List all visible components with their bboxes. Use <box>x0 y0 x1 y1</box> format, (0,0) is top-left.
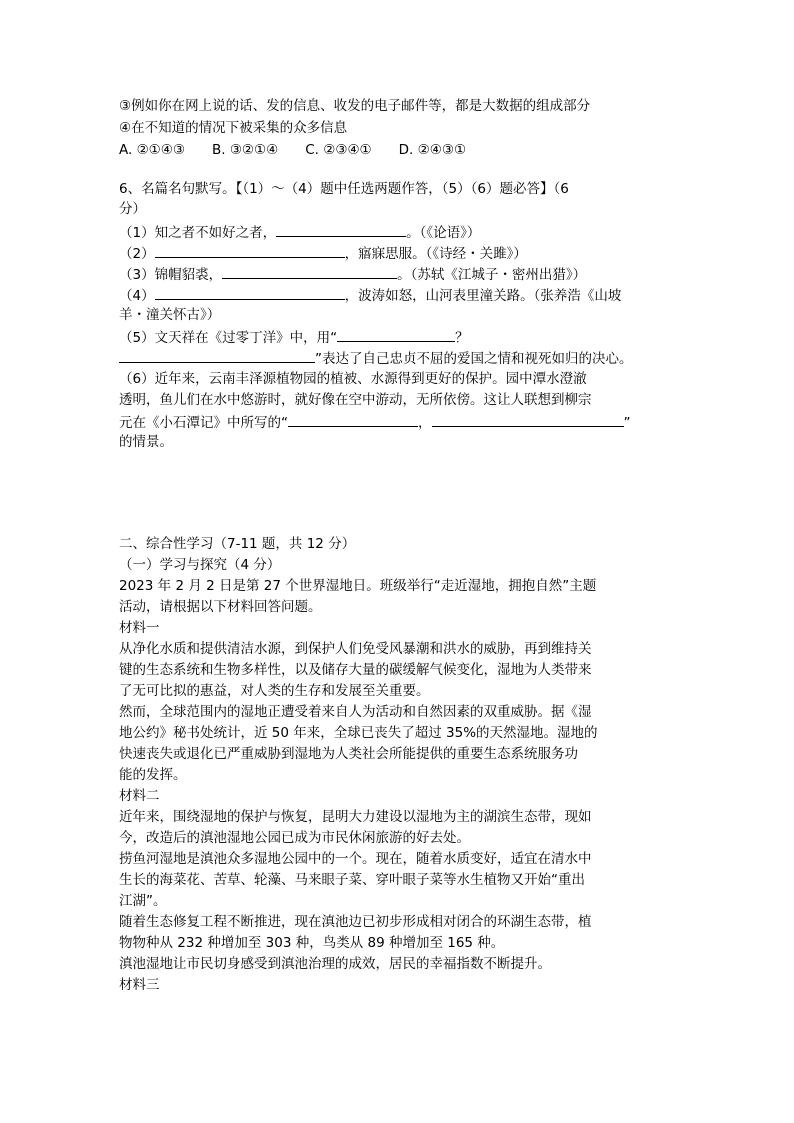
intro-line-1: 2023 年 2 月 2 日是第 27 个世界湿地日。班级举行“走近湿地，拥抱自然”主题 <box>119 578 597 594</box>
q6-sentence-5-cont <box>119 348 633 369</box>
q6-s2-suffix: ，寤寐思服。（《诗经・关雎》） <box>344 246 527 262</box>
q6-sentence-6-line2: 透明，鱼儿们在水中悠游时，就好像在空中游动，无所依傍。这让人联想到柳宗 <box>119 392 592 408</box>
intro-line-2: 活动，请根据以下材料回答问题。 <box>119 599 322 615</box>
q6-s3-prefix: （3）锦帽貂裘， <box>119 267 223 283</box>
m1-text-line: 地公约》秘书处统计，近 50 年来，全球已丧失了超过 35%的天然湿地。湿地的 <box>119 725 598 741</box>
q6-s4-prefix: （4） <box>119 288 155 304</box>
q6-sentence-6-line4: 的情景。 <box>119 434 173 450</box>
part2-heading: 二、综合性学习（7-11 题，共 12 分） <box>119 536 356 552</box>
answer-blank[interactable] <box>276 222 406 237</box>
answer-options: A. ②①④③ B. ③②①④ C. ②③④① D. ②④③① <box>119 142 467 158</box>
q6-s5-suffix: ”表达了自己忠贞不屈的爱国之情和视死如归的决心。 <box>315 351 633 367</box>
material-1-title: 材料一 <box>119 620 160 636</box>
answer-blank[interactable] <box>337 327 455 342</box>
q6-sentence-4 <box>119 285 621 306</box>
q6-sentence-6-line3 <box>119 412 631 433</box>
q6-s6-prefix: 元在《小石潭记》中所写的“ <box>119 415 288 431</box>
m2-text-line: 生长的海菜花、苦草、轮藻、马来眼子菜、穿叶眼子菜等水生植物又开始“重出 <box>119 872 585 888</box>
answer-blank[interactable] <box>432 412 624 427</box>
m2-text-line: 滇池湿地让市民切身感受到滇池治理的成效，居民的幸福指数不断提升。 <box>119 956 551 972</box>
q6-s2-prefix: （2） <box>119 246 155 262</box>
q6-sentence-6-line1: （6）近年来，云南丰泽源植物园的植被、水源得到更好的保护。园中潭水澄澈 <box>119 371 587 387</box>
q6-s1-prefix: （1）知之者不如好之者， <box>119 225 277 241</box>
m1-text-line: 了无可比拟的惠益，对人类的生存和发展至关重要。 <box>119 683 430 699</box>
part2-subheading: （一）学习与探究（4 分） <box>119 557 281 573</box>
answer-blank[interactable] <box>222 264 397 279</box>
m1-text-line: 快速丧失或退化已严重威胁到湿地为人类社会所能提供的重要生态系统服务功 <box>119 746 578 762</box>
q6-sentence-1 <box>119 222 480 243</box>
m2-text-line: 江湖”。 <box>119 893 167 909</box>
answer-blank[interactable] <box>119 348 315 363</box>
q6-sentence-4-cont: 羊・潼关怀古》） <box>119 307 221 323</box>
prev-item-4: ④在不知道的情况下被采集的众多信息 <box>119 120 348 136</box>
q6-sentence-3 <box>119 264 586 285</box>
material-2-title: 材料二 <box>119 788 160 804</box>
q6-sentence-5 <box>119 327 469 348</box>
m1-text-line: 键的生态系统和生物多样性，以及储存大量的碳缓解气候变化，湿地为人类带来 <box>119 662 592 678</box>
q6-sentence-2 <box>119 243 527 264</box>
answer-blank[interactable] <box>288 412 418 427</box>
q6-title-cont: 分） <box>119 201 146 217</box>
m2-text-line: 今，改造后的滇池湿地公园已成为市民休闲旅游的好去处。 <box>119 830 470 846</box>
q6-s3-suffix: 。（苏轼《江城子・密州出猎》） <box>397 267 587 283</box>
prev-item-3: ③例如你在网上说的话、发的信息、收发的电子邮件等，都是大数据的组成部分 <box>119 98 591 114</box>
q6-s4-suffix: ，波涛如怒，山河表里潼关路。（张养浩《山坡 <box>344 288 622 304</box>
q6-title: 6、名篇名句默写。【（1）～（4）题中任选两题作答，（5）（6）题必答】（6 <box>119 181 569 197</box>
m2-text-line: 物物种从 232 种增加至 303 种，鸟类从 89 种增加至 165 种。 <box>119 935 505 951</box>
answer-blank[interactable] <box>155 243 345 258</box>
q6-s5-mark: ？ <box>455 330 469 346</box>
m1-text-line: 从净化水质和提供清洁水源，到保护人们免受风暴潮和洪水的威胁，再到维持关 <box>119 641 592 657</box>
q6-s1-suffix: 。（《论语》） <box>406 225 481 241</box>
answer-blank[interactable] <box>155 285 345 300</box>
m2-text-line: 随着生态修复工程不断推进，现在滇池边已初步形成相对闭合的环湖生态带，植 <box>119 914 592 930</box>
m1-text-line: 然而，全球范围内的湿地正遭受着来自人为活动和自然因素的双重威胁。据《湿 <box>119 704 592 720</box>
material-3-title: 材料三 <box>119 977 160 993</box>
m2-text-line: 近年来，围绕湿地的保护与恢复，昆明大力建设以湿地为主的湖滨生态带，现如 <box>119 809 592 825</box>
q6-s5-prefix: （5）文天祥在《过零丁洋》中，用“ <box>119 330 338 346</box>
q6-s6-comma: ， <box>418 415 432 431</box>
m2-text-line: 捞鱼河湿地是滇池众多湿地公园中的一个。现在，随着水质变好，适宜在清水中 <box>119 851 592 867</box>
m1-text-line: 能的发挥。 <box>119 767 187 783</box>
q6-s6-quote: ” <box>623 415 631 431</box>
